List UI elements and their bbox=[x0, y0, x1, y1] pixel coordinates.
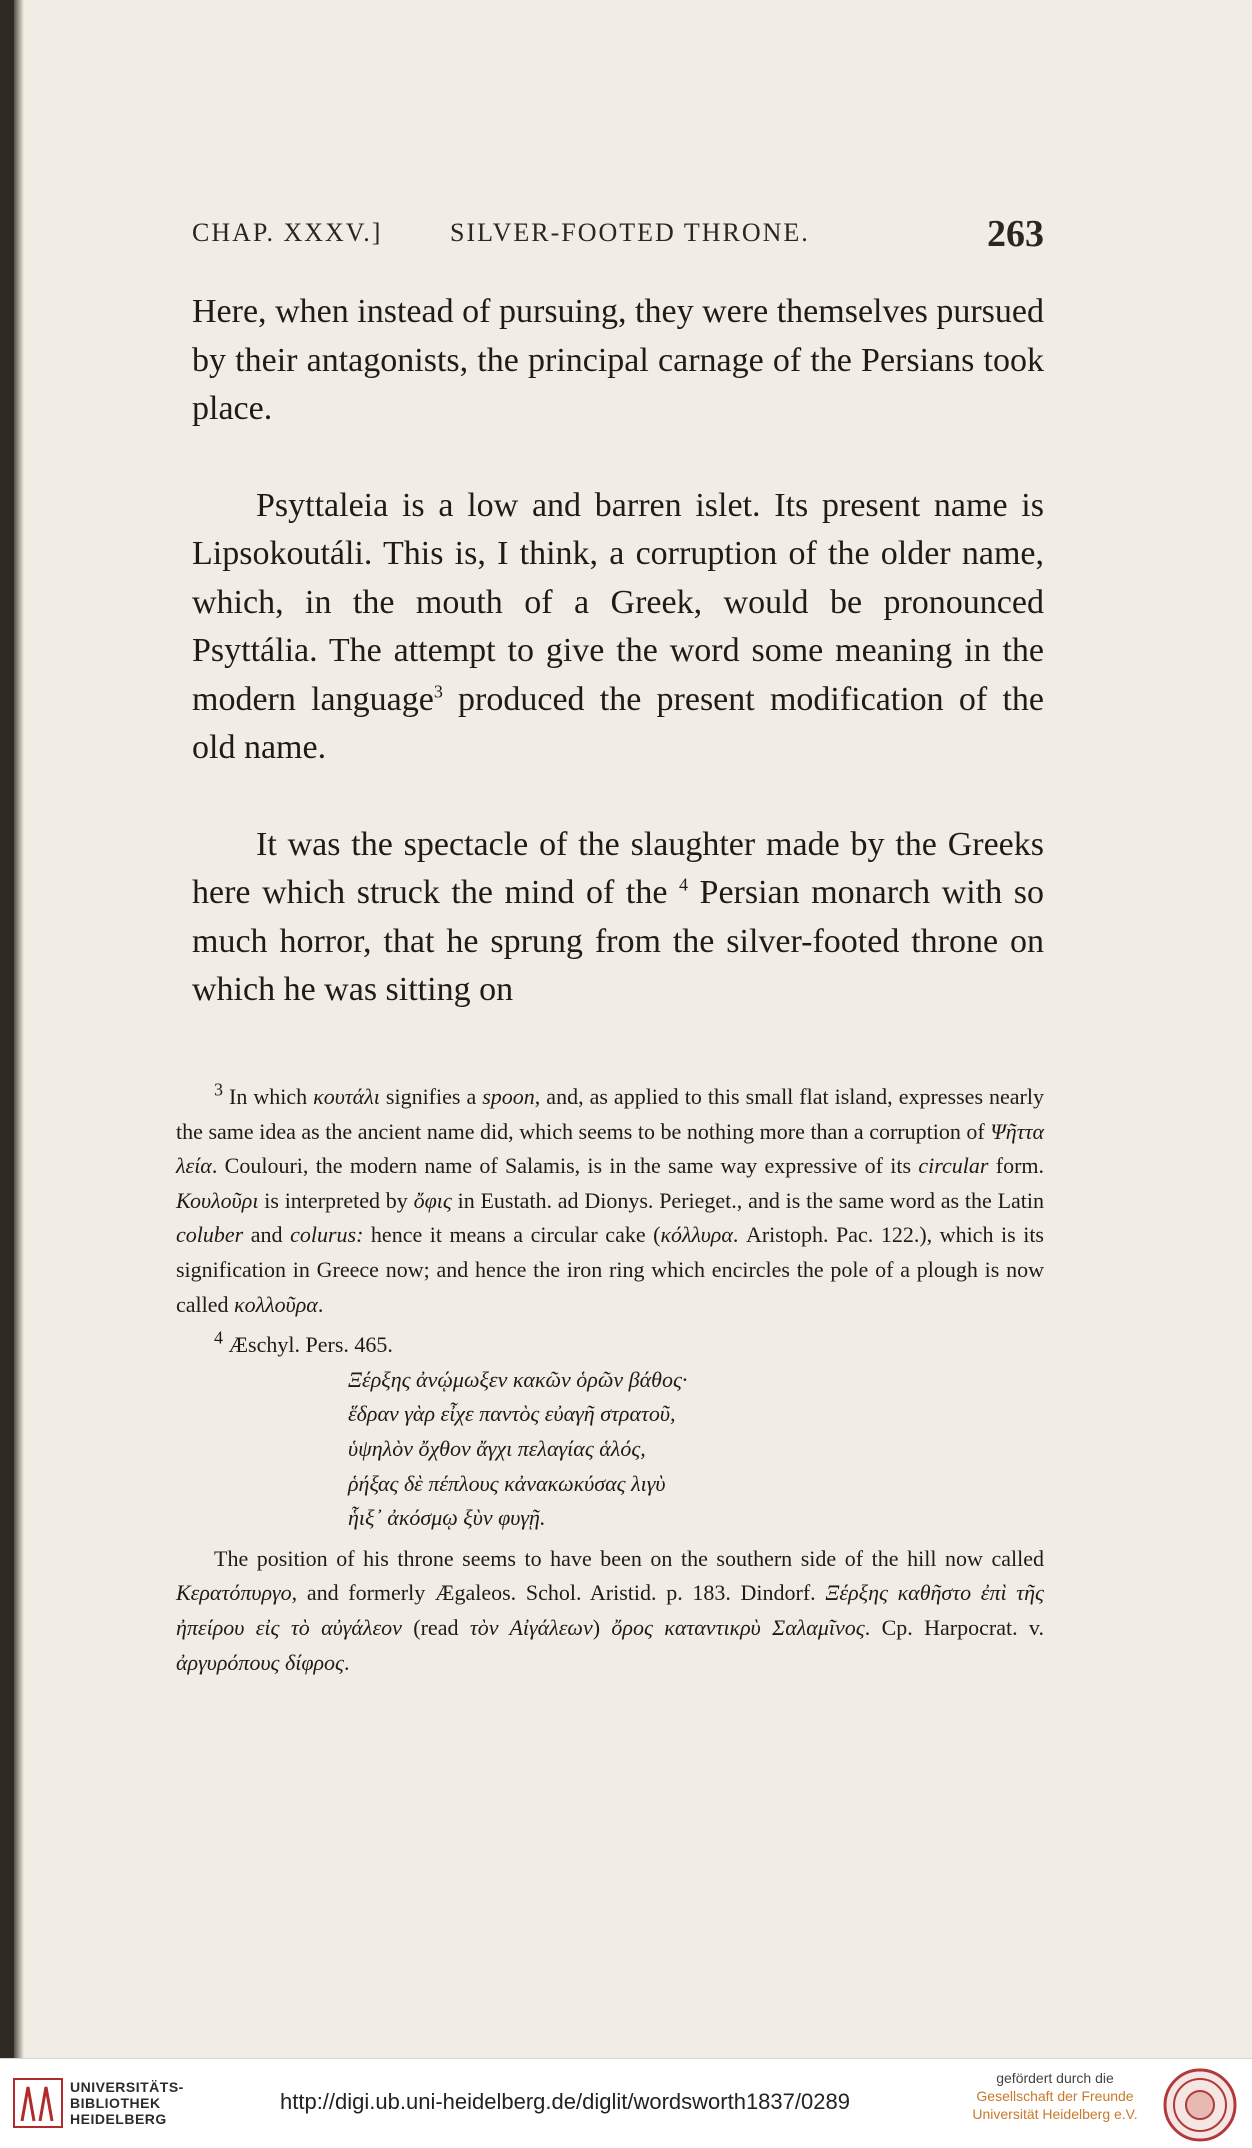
paragraph-3-text-end: Persian monarch with so much horror, that he sprung from the silver-footed throne on which he was sitting on bbox=[192, 874, 1044, 1008]
university-seal-icon bbox=[1162, 2067, 1238, 2143]
footnote-text: , and, as applied to this small flat island, expresses nearly the same idea as the ancient name did, which seems to be nothing more than a corruption of bbox=[176, 1084, 1044, 1144]
footnote-text: . Aristoph. Pac. 122.), which is its signification in Greece now; and hence the iron ring which encircles the pole of a plough is now called bbox=[176, 1222, 1044, 1317]
footnote-ref-3[interactable]: 3 bbox=[433, 681, 443, 702]
verse-line: ἕδραν γὰρ εἶχε παντὸς εὐαγῆ στρατοῦ, bbox=[348, 1401, 676, 1427]
chapter-label: CHAP. XXXV.] bbox=[192, 218, 383, 247]
library-name[interactable] bbox=[70, 2079, 184, 2127]
footnote-text: The position of his throne seems to have been on the southern side of the hill now called bbox=[214, 1545, 1044, 1571]
italic-word: colurus: bbox=[290, 1222, 364, 1248]
sponsor-credit[interactable] bbox=[965, 2069, 1145, 2123]
university-library-logo-icon bbox=[12, 2075, 64, 2131]
running-title: SILVER-FOOTED THRONE. bbox=[450, 218, 810, 247]
footnote-4-number: 4 bbox=[214, 1327, 223, 1348]
greek-word: Ψῆττα λεία bbox=[176, 1118, 1044, 1179]
footnote-4-continuation bbox=[176, 1542, 1044, 1680]
footnote-text: , and formerly Ægaleos. Schol. Aristid. p. 183. Dindorf. bbox=[291, 1580, 826, 1606]
greek-word: ὄρος καταντικρὺ Σαλαμῖνος bbox=[611, 1614, 865, 1640]
footnote-ref-4[interactable]: 4 bbox=[678, 874, 688, 895]
italic-word: coluber bbox=[176, 1222, 244, 1248]
footnote-text: is interpreted by bbox=[258, 1187, 414, 1213]
library-name-line: UNIVERSITÄTS- bbox=[70, 2079, 184, 2095]
footnote-text: form. bbox=[988, 1153, 1045, 1179]
greek-word: κόλλυρα bbox=[660, 1222, 733, 1248]
paragraph-2 bbox=[192, 482, 1044, 773]
paragraph-3 bbox=[192, 821, 1044, 1015]
footnote-text: (read bbox=[401, 1614, 470, 1640]
footnote-text: In which bbox=[223, 1084, 314, 1109]
library-name-line: BIBLIOTHEK bbox=[70, 2095, 161, 2111]
verse-line: ὑψηλὸν ὄχθον ἄγχι πελαγίας ἁλός, bbox=[348, 1435, 646, 1461]
greek-word: Κουλοῦρι bbox=[176, 1187, 259, 1213]
footnote-text: . bbox=[317, 1291, 324, 1317]
greek-word: κουτάλι bbox=[313, 1084, 380, 1109]
viewer-footer bbox=[0, 2058, 1252, 2148]
greek-word: κολλοῦρα bbox=[234, 1291, 318, 1317]
footnote-3-number: 3 bbox=[214, 1079, 223, 1100]
footnote-3 bbox=[176, 1080, 1044, 1322]
library-name-line: HEIDELBERG bbox=[70, 2111, 167, 2127]
main-text bbox=[192, 288, 1044, 1015]
sponsor-name: Universität Heidelberg e.V. bbox=[972, 2106, 1138, 2122]
paragraph-2-text: Psyttaleia is a low and barren islet. Its present name is Lipsokoutáli. This is, I think, a corruption of the older name, which, in the mouth of a Greek, would be pronounced Psyttália. The attempt to give the word some meaning in the modern language bbox=[192, 486, 1044, 718]
paragraph-2-text-end: produced the present modification of the old name. bbox=[192, 680, 1044, 766]
greek-word: ὄφις bbox=[413, 1187, 452, 1213]
greek-word: Κερατόπυργο bbox=[176, 1580, 292, 1606]
sponsor-intro: gefördert durch die bbox=[996, 2070, 1114, 2086]
footnote-4 bbox=[176, 1328, 1044, 1363]
footnote-text: signifies a bbox=[379, 1084, 483, 1109]
italic-word: circular bbox=[918, 1153, 989, 1179]
greek-verse-quote bbox=[348, 1363, 1044, 1536]
sponsor-name: Gesellschaft der Freunde bbox=[976, 2088, 1134, 2104]
footnote-text: ) bbox=[592, 1614, 612, 1640]
italic-word: spoon bbox=[482, 1084, 535, 1109]
footnote-text: . Coulouri, the modern name of Salamis, is in the same way expressive of its bbox=[211, 1153, 919, 1179]
greek-word: Ξέρξης καθῆστο ἐπὶ τῆς ἠπείρου εἰς τὸ αὐγάλεον bbox=[176, 1580, 1044, 1640]
footnote-text: Æschyl. Pers. 465. bbox=[223, 1332, 393, 1358]
footnotes bbox=[176, 1080, 1044, 1680]
greek-word: τὸν Αἰγάλεων bbox=[469, 1614, 593, 1640]
paragraph-1: Here, when instead of pursuing, they were themselves pursued by their antagonists, the principal carnage of the Persians took place. bbox=[192, 293, 1044, 427]
verse-line: Ξέρξης ἀνῴμωξεν κακῶν ὁρῶν βάθος· bbox=[348, 1366, 688, 1392]
running-header bbox=[192, 212, 1044, 255]
footnote-text: in Eustath. ad Dionys. Perieget., and is the same word as the Latin bbox=[451, 1187, 1044, 1213]
permalink[interactable]: http://digi.ub.uni-heidelberg.de/diglit/wordsworth1837/0289 bbox=[280, 2089, 850, 2114]
footnote-text: hence it means a circular cake ( bbox=[363, 1222, 661, 1248]
paragraph-3-text: It was the spectacle of the slaughter made by the Greeks here which struck the mind of the bbox=[192, 825, 1044, 911]
greek-word: ἀργυρόπους δίφρος bbox=[176, 1649, 344, 1675]
footnote-text: and bbox=[243, 1222, 291, 1248]
footnote-text: . bbox=[343, 1649, 350, 1675]
verse-line: ῥήξας δὲ πέπλους κἀνακωκύσας λιγὺ bbox=[348, 1470, 666, 1496]
footnote-text: . Cp. Harpocrat. v. bbox=[864, 1614, 1045, 1640]
page-number: 263 bbox=[987, 213, 1044, 255]
verse-line: ἧιξ᾽ ἀκόσμῳ ξὺν φυγῇ. bbox=[348, 1505, 546, 1531]
